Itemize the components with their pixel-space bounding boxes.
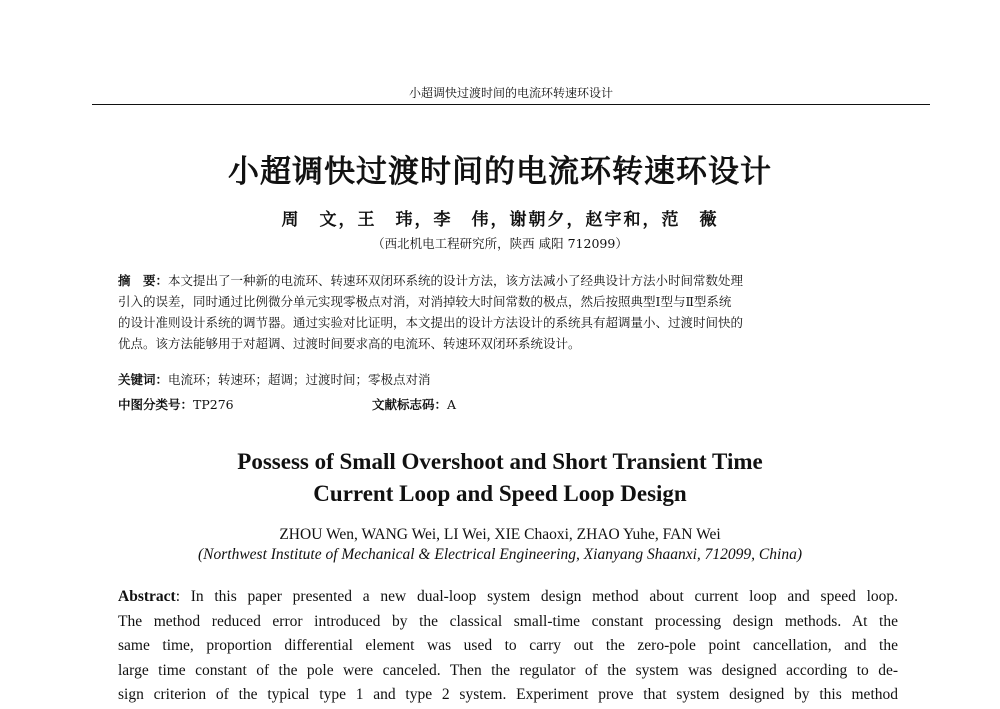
chinese-keywords-label: 关键词： bbox=[118, 372, 169, 387]
chinese-affiliation: （西北机电工程研究所，陕西 咸阳 712099） bbox=[372, 236, 628, 251]
chinese-authors: 周 文，王 玮，李 伟，谢朝夕，赵宇和，范 薇 bbox=[281, 210, 719, 230]
english-abstract-text: : In this paper presented a new dual-loop system design method about current loop and speed loop. bbox=[175, 588, 898, 605]
classification-value: TP276 bbox=[193, 397, 234, 412]
english-abstract-line: sign criterion of the typical type 1 and type 2 system. Experiment prove that system designed by this method bbox=[118, 686, 898, 703]
english-abstract-line: same time, proportion differential element was used to carry out the zero-pole point cancellation, and the bbox=[118, 637, 898, 654]
chinese-abstract-line: 优点。该方法能够用于对超调、过渡时间要求高的电流环、转速环双闭环系统设计。 bbox=[118, 336, 581, 351]
chinese-keywords-text: 电流环；转速环；超调；过渡时间；零极点对消 bbox=[168, 372, 431, 387]
english-authors: ZHOU Wen, WANG Wei, LI Wei, XIE Chaoxi, ZHAO Yuhe, FAN Wei bbox=[279, 526, 721, 543]
english-abstract-line bbox=[118, 585, 898, 610]
chinese-abstract-line: 引入的误差，同时通过比例微分单元实现零极点对消，对消掉较大时间常数的极点，然后按照典型Ⅰ型与Ⅱ型系统 bbox=[118, 294, 732, 309]
english-abstract-line: large time constant of the pole were canceled. Then the regulator of the system was designed according to de- bbox=[118, 661, 898, 679]
chinese-title: 小超调快过渡时间的电流环转速环设计 bbox=[228, 154, 772, 190]
classification-label: 中图分类号： bbox=[118, 397, 194, 412]
header-rule bbox=[92, 104, 930, 105]
english-affiliation: (Northwest Institute of Mechanical & Electrical Engineering, Xianyang Shaanxi, 712099, China) bbox=[198, 546, 802, 563]
chinese-abstract-label: 摘 要： bbox=[118, 273, 169, 288]
english-abstract bbox=[118, 585, 898, 708]
chinese-abstract-text: 本文提出了一种新的电流环、转速环双闭环系统的设计方法，该方法减小了经典设计方法小时间常数处理 bbox=[168, 273, 744, 288]
english-title bbox=[0, 446, 1000, 510]
english-title-line-2: Current Loop and Speed Loop Design bbox=[313, 481, 687, 506]
running-header: 小超调快过渡时间的电流环转速环设计 bbox=[408, 86, 613, 100]
chinese-abstract-line bbox=[118, 270, 898, 291]
english-title-line-1: Possess of Small Overshoot and Short Transient Time bbox=[237, 449, 763, 474]
chinese-abstract bbox=[118, 270, 898, 354]
chinese-keywords bbox=[118, 370, 898, 388]
document-code bbox=[372, 395, 456, 413]
chinese-classification bbox=[118, 395, 898, 413]
document-code-label: 文献标志码： bbox=[372, 397, 448, 412]
chinese-abstract-line: 的设计准则设计系统的调节器。通过实验对比证明，本文提出的设计方法设计的系统具有超调量小、过渡时间快的 bbox=[118, 315, 744, 330]
english-abstract-label: Abstract bbox=[118, 588, 176, 605]
english-abstract-line: The method reduced error introduced by the classical small-time constant processing design methods. At the bbox=[118, 612, 898, 630]
document-code-value: A bbox=[447, 397, 457, 412]
